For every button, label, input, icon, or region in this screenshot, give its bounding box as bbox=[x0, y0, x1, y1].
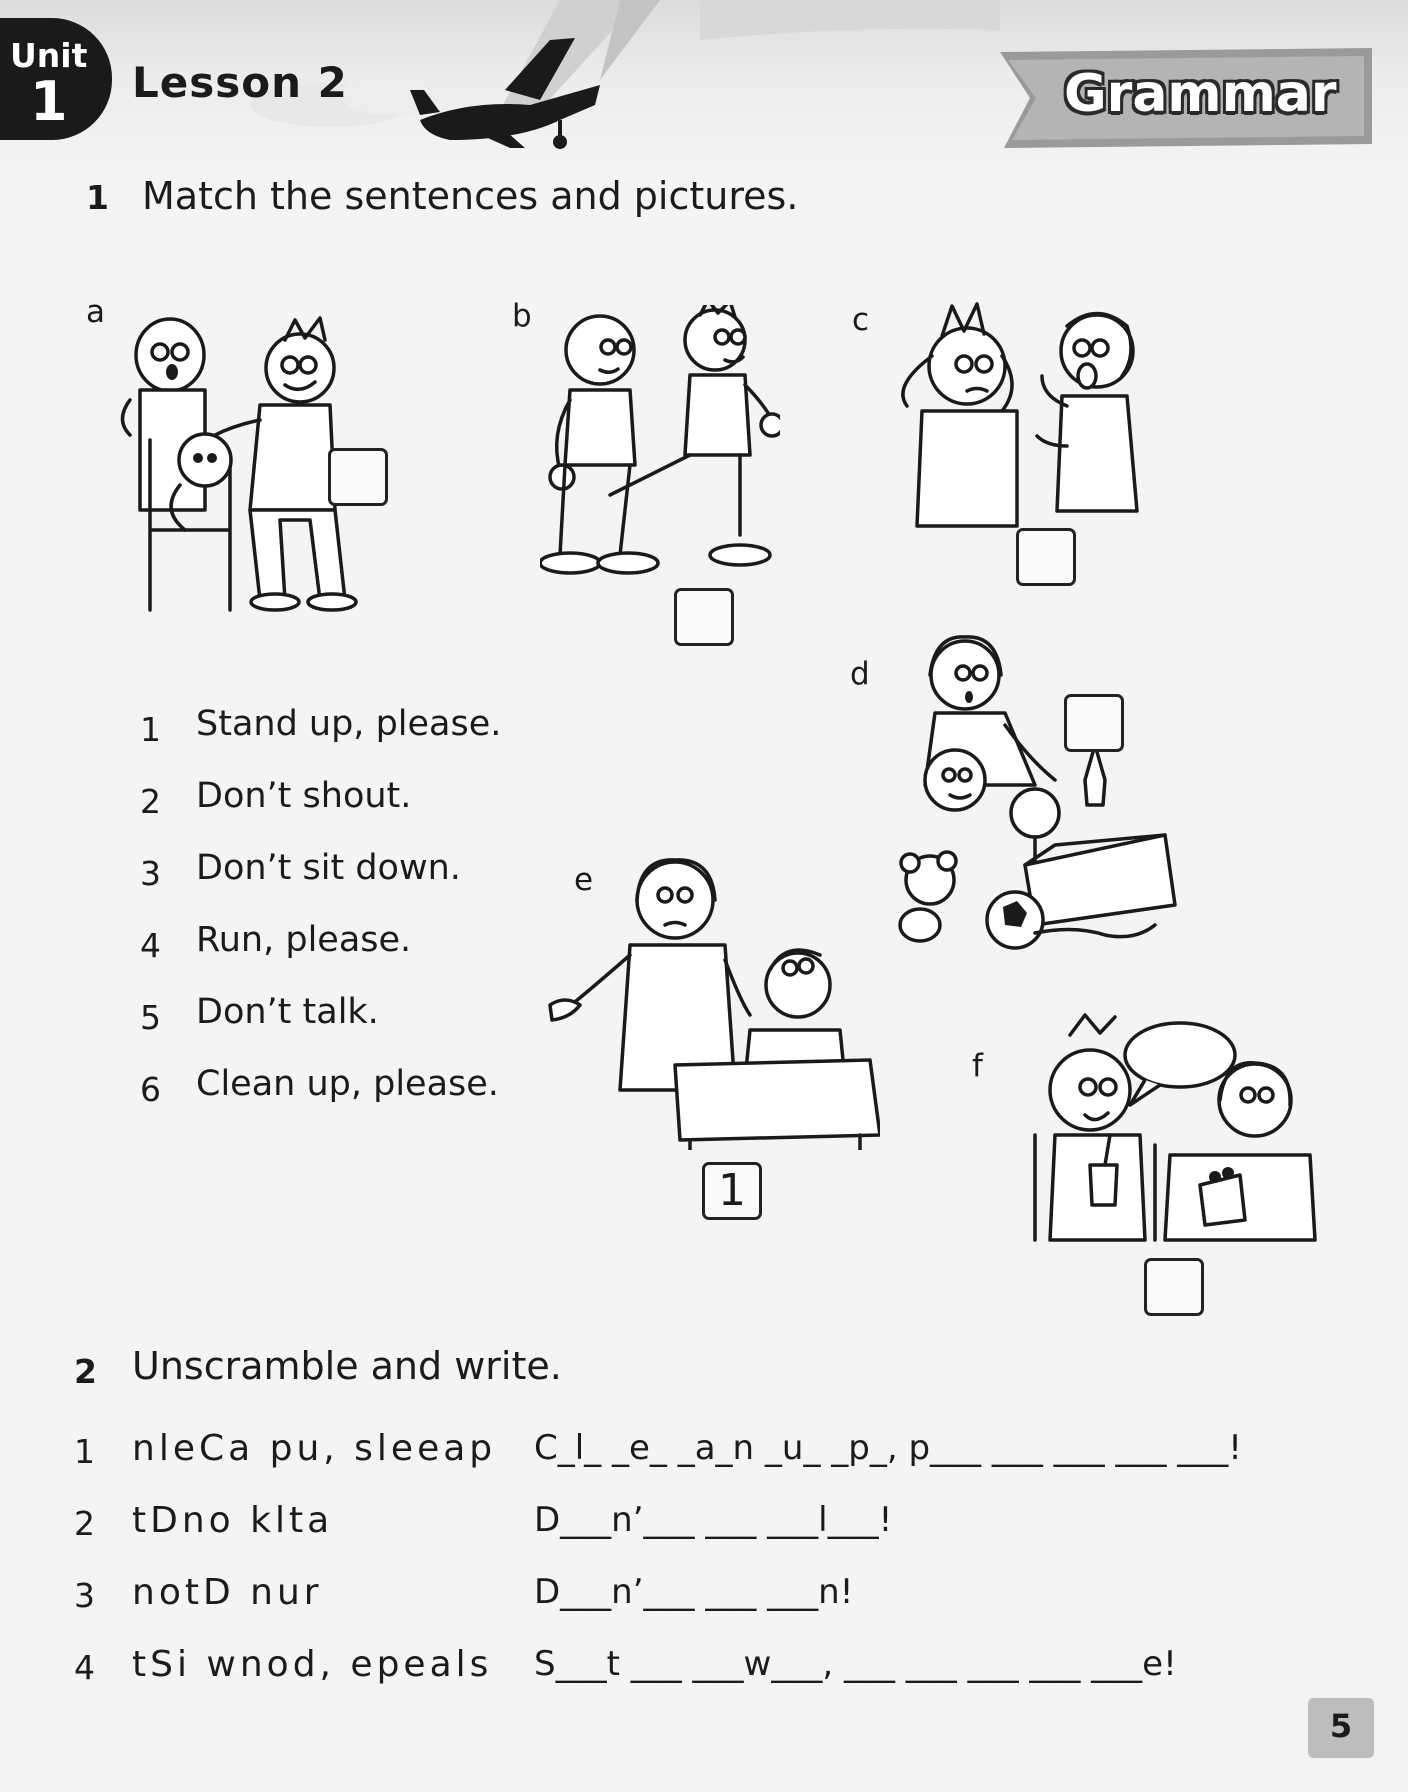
exercise-2-number: 2 bbox=[74, 1352, 97, 1391]
illustration-d bbox=[885, 635, 1185, 955]
sentence-number: 5 bbox=[140, 998, 161, 1037]
item-number: 3 bbox=[74, 1576, 95, 1615]
unit-label: Unit bbox=[10, 36, 88, 75]
sentence-number: 2 bbox=[140, 782, 161, 821]
scrambled-words: notD nur bbox=[132, 1572, 323, 1613]
illustration-f bbox=[1030, 1005, 1320, 1245]
sentence-number: 3 bbox=[140, 854, 161, 893]
answer-box-e-value: 1 bbox=[718, 1165, 746, 1216]
picture-letter-b: b bbox=[512, 298, 532, 334]
sentence-number: 1 bbox=[140, 710, 161, 749]
sentence-number: 4 bbox=[140, 926, 161, 965]
picture-letter-c: c bbox=[852, 302, 870, 338]
scrambled-words: tDno klta bbox=[132, 1500, 334, 1541]
answer-box-f[interactable] bbox=[1144, 1258, 1204, 1316]
answer-box-a[interactable] bbox=[328, 448, 388, 506]
illustration-e bbox=[540, 840, 880, 1150]
exercise-1-instruction: Match the sentences and pictures. bbox=[142, 174, 799, 218]
sentence-text: Don’t sit down. bbox=[196, 848, 461, 888]
unit-number: 1 bbox=[30, 70, 68, 133]
sentence-text: Clean up, please. bbox=[196, 1064, 499, 1104]
picture-letter-e: e bbox=[574, 862, 594, 898]
sentence-text: Run, please. bbox=[196, 920, 412, 960]
sentence-number: 6 bbox=[140, 1070, 161, 1109]
airplane-icon bbox=[410, 30, 610, 155]
item-number: 4 bbox=[74, 1648, 95, 1687]
scrambled-words: nleCa pu, sleeap bbox=[132, 1428, 497, 1469]
answer-box-c[interactable] bbox=[1016, 528, 1076, 586]
answer-line[interactable]: S___t ___ ___w___, ___ ___ ___ ___ ___e! bbox=[534, 1644, 1177, 1684]
answer-line[interactable]: C_l_ _e_ _a_n _u_ _p_, p___ ___ ___ ___ ___! bbox=[534, 1428, 1242, 1468]
answer-box-d[interactable] bbox=[1064, 694, 1124, 752]
exercise-1-number: 1 bbox=[86, 178, 109, 217]
answer-line[interactable]: D___n’___ ___ ___n! bbox=[534, 1572, 854, 1612]
sentence-text: Don’t shout. bbox=[196, 776, 412, 816]
answer-box-b[interactable] bbox=[674, 588, 734, 646]
answer-line[interactable]: D___n’___ ___ ___l___! bbox=[534, 1500, 893, 1540]
illustration-c bbox=[872, 296, 1172, 536]
exercise-2-instruction: Unscramble and write. bbox=[132, 1344, 562, 1388]
sentence-text: Don’t talk. bbox=[196, 992, 379, 1032]
section-title: Grammar bbox=[1064, 64, 1337, 124]
picture-letter-f: f bbox=[972, 1048, 983, 1084]
item-number: 2 bbox=[74, 1504, 95, 1543]
lesson-title: Lesson 2 bbox=[132, 58, 348, 107]
item-number: 1 bbox=[74, 1432, 95, 1471]
page-number: 5 bbox=[1329, 1707, 1353, 1745]
answer-box-e[interactable] bbox=[702, 1162, 762, 1220]
sentence-text: Stand up, please. bbox=[196, 704, 502, 744]
scrambled-words: tSi wnod, epeals bbox=[132, 1644, 493, 1685]
picture-letter-d: d bbox=[850, 656, 870, 692]
picture-letter-a: a bbox=[86, 294, 105, 330]
illustration-b bbox=[540, 305, 780, 585]
